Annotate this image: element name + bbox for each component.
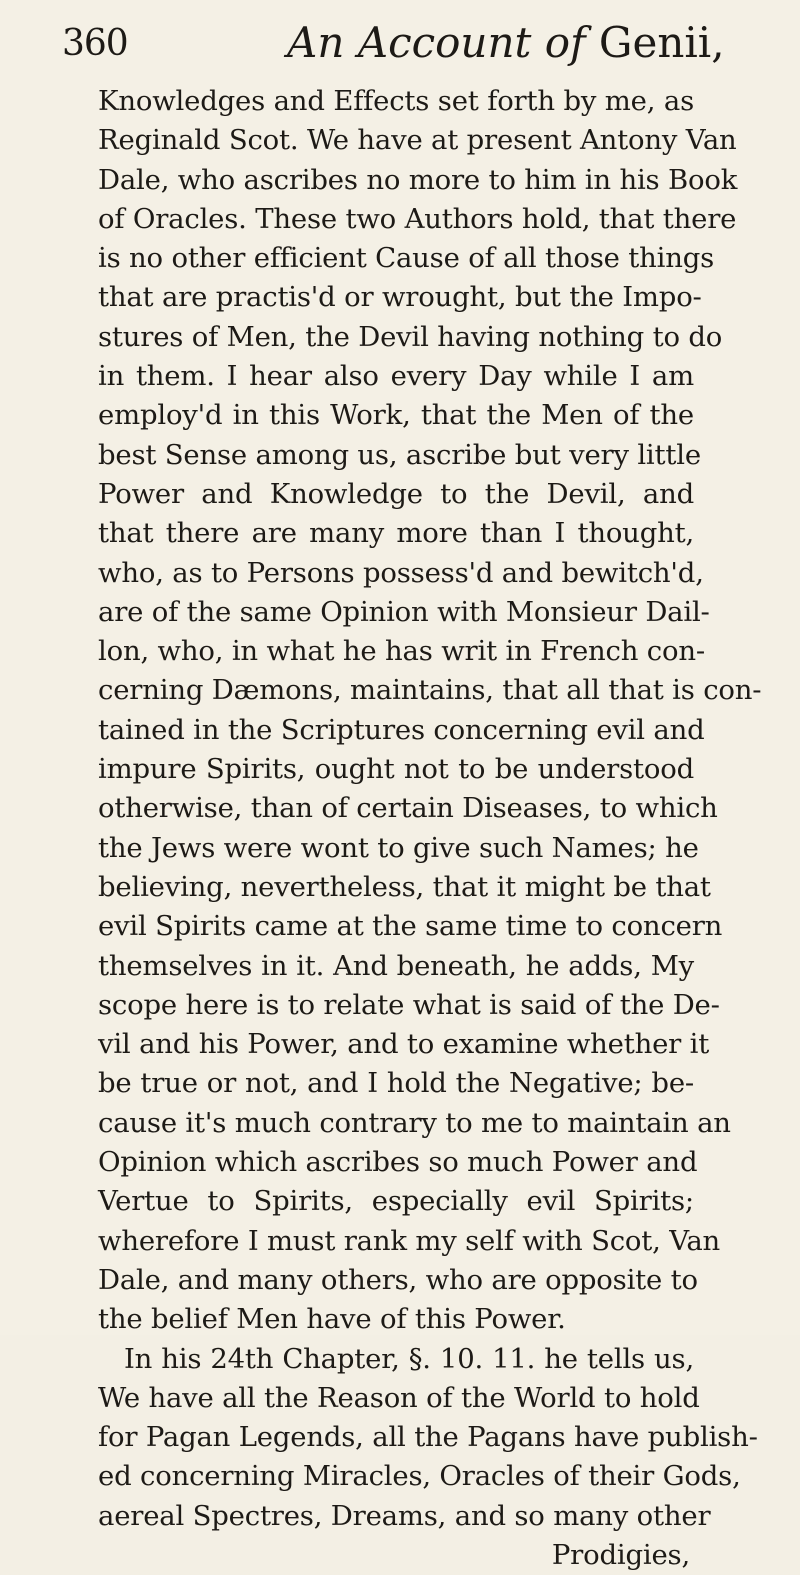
text-line: who, as to Persons possess'd and bewitch'd, <box>98 556 704 589</box>
catchword: Prodigies, <box>551 1538 690 1571</box>
text-line: are of the same Opinion with Monsieur Dail- <box>98 595 710 628</box>
text-line: wherefore I must rank my self with Scot, Van <box>98 1224 721 1257</box>
text-line: be true or not, and I hold the Negative; be- <box>98 1067 694 1100</box>
body-text <box>98 82 762 1575</box>
running-title <box>287 18 725 67</box>
text-line: vil and his Power, and to examine whether it <box>98 1028 710 1061</box>
page-header <box>62 14 760 74</box>
text-line: impure Spirits, ought not to be understood <box>98 753 694 786</box>
page-number: 360 <box>62 23 128 64</box>
text-line: Power and Knowledge to the Devil, and <box>98 477 694 510</box>
text-line: scope here is to relate what is said of the De- <box>98 988 720 1021</box>
text-line: in them. I hear also every Day while I am <box>98 360 694 393</box>
text-line: Reginald Scot. We have at present Antony Van <box>98 124 737 157</box>
text-line: the belief Men have of this Power. <box>98 1303 566 1336</box>
running-title-italic: An Account of <box>287 18 586 67</box>
text-line: for Pagan Legends, all the Pagans have publish- <box>98 1421 758 1454</box>
text-line: that there are many more than I thought, <box>98 517 694 550</box>
text-line: Dale, who ascribes no more to him in his Book <box>98 163 738 196</box>
text-line: Vertue to Spirits, especially evil Spirits; <box>98 1185 694 1218</box>
text-line: ed concerning Miracles, Oracles of their Gods, <box>98 1460 741 1493</box>
text-line: cause it's much contrary to me to maintain an <box>98 1106 731 1139</box>
text-line: employ'd in this Work, that the Men of the <box>98 399 694 432</box>
text-line: of Oracles. These two Authors hold, that there <box>98 202 737 235</box>
text-line: In his 24th Chapter, §. 10. 11. he tells us, <box>124 1342 694 1375</box>
text-line: otherwise, than of certain Diseases, to which <box>98 792 718 825</box>
text-line: We have all the Reason of the World to hold <box>98 1381 700 1414</box>
text-line: aereal Spectres, Dreams, and so many other <box>98 1499 711 1532</box>
text-line: believing, nevertheless, that it might be that <box>98 870 711 903</box>
text-line: lon, who, in what he has writ in French con- <box>98 635 705 668</box>
text-line: cerning Dæmons, maintains, that all that is con- <box>98 674 762 707</box>
text-line: themselves in it. And beneath, he adds, My <box>98 949 694 982</box>
text-line: Knowledges and Effects set forth by me, as <box>98 85 694 117</box>
running-title-roman: Genii, <box>598 18 725 67</box>
text-line: stures of Men, the Devil having nothing to do <box>98 320 723 353</box>
text-line: the Jews were wont to give such Names; he <box>98 831 699 864</box>
text-line: that are practis'd or wrought, but the Impo- <box>98 281 702 314</box>
text-line: evil Spirits came at the same time to concern <box>98 910 723 943</box>
text-line: Dale, and many others, who are opposite to <box>98 1263 698 1296</box>
text-line: best Sense among us, ascribe but very little <box>98 438 701 471</box>
text-line: is no other efficient Cause of all those things <box>98 242 715 275</box>
text-line: tained in the Scriptures concerning evil and <box>98 713 705 746</box>
text-line: Opinion which ascribes so much Power and <box>98 1146 698 1179</box>
